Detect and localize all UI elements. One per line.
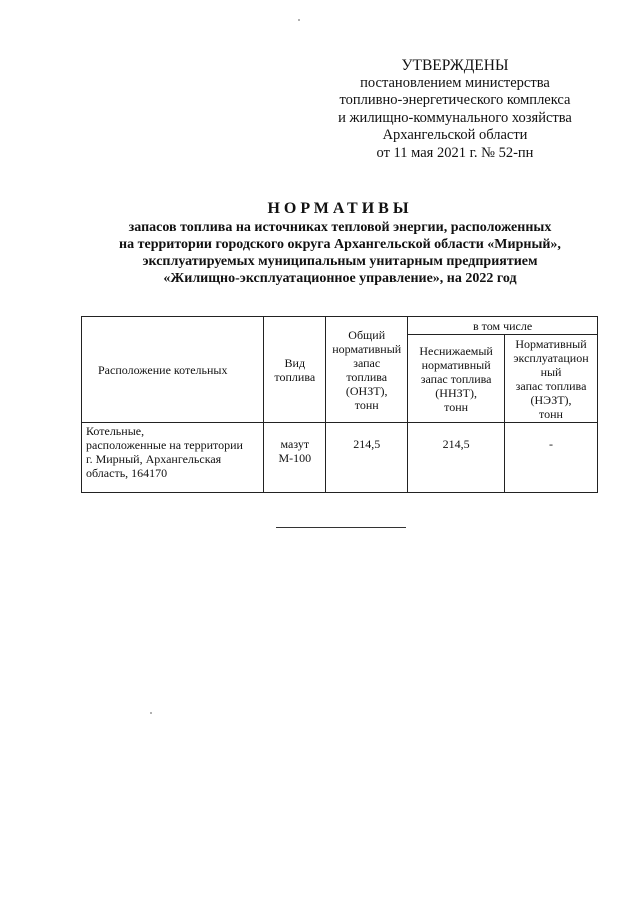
cell-nezt: -: [505, 423, 598, 493]
approval-stamp: [330, 57, 580, 163]
scan-speck: [298, 19, 300, 21]
fuel-norms-table: [81, 316, 598, 493]
cell-nnzt: 214,5: [408, 423, 505, 493]
approval-line: и жилищно-коммунального хозяйства: [338, 109, 572, 126]
closing-rule: [276, 527, 406, 528]
document-title: [80, 200, 600, 287]
title-line: «Жилищно-эксплуатационное управление», на 2022 год: [163, 271, 517, 286]
approval-line: топливно-энергетического комплекса: [339, 92, 571, 109]
table-row: [82, 423, 598, 493]
approval-date: от 11 мая 2021 г. № 52-пн: [376, 144, 534, 161]
header-including: в том числе: [408, 317, 598, 335]
header-nezt: Нормативный эксплуатацион ный запас топлива (НЭЗТ), тонн: [505, 335, 598, 423]
approval-line: Архангельской области: [382, 127, 528, 144]
approval-line: постановлением министерства: [360, 74, 550, 91]
title-line: запасов топлива на источниках тепловой энергии, расположенных: [128, 220, 552, 235]
scan-speck: [150, 712, 152, 714]
header-total-reserve: Общий нормативный запас топлива (ОНЗТ), тонн: [326, 317, 408, 423]
title-line: эксплуатируемых муниципальным унитарным предприятием: [142, 254, 538, 269]
header-nnzt: Неснижаемый нормативный запас топлива (ННЗТ), тонн: [408, 335, 505, 423]
cell-fuel: мазут М-100: [264, 423, 326, 493]
title-heading: НОРМАТИВЫ: [267, 200, 413, 217]
approval-heading: УТВЕРЖДЕНЫ: [401, 57, 509, 74]
cell-total: 214,5: [326, 423, 408, 493]
header-fuel-type: Вид топлива: [264, 317, 326, 423]
header-location: Расположение котельных: [82, 317, 264, 423]
cell-location: Котельные, расположенные на территории г. Мирный, Архангельская область, 164170: [82, 423, 264, 493]
title-line: на территории городского округа Архангельской области «Мирный»,: [119, 237, 561, 252]
